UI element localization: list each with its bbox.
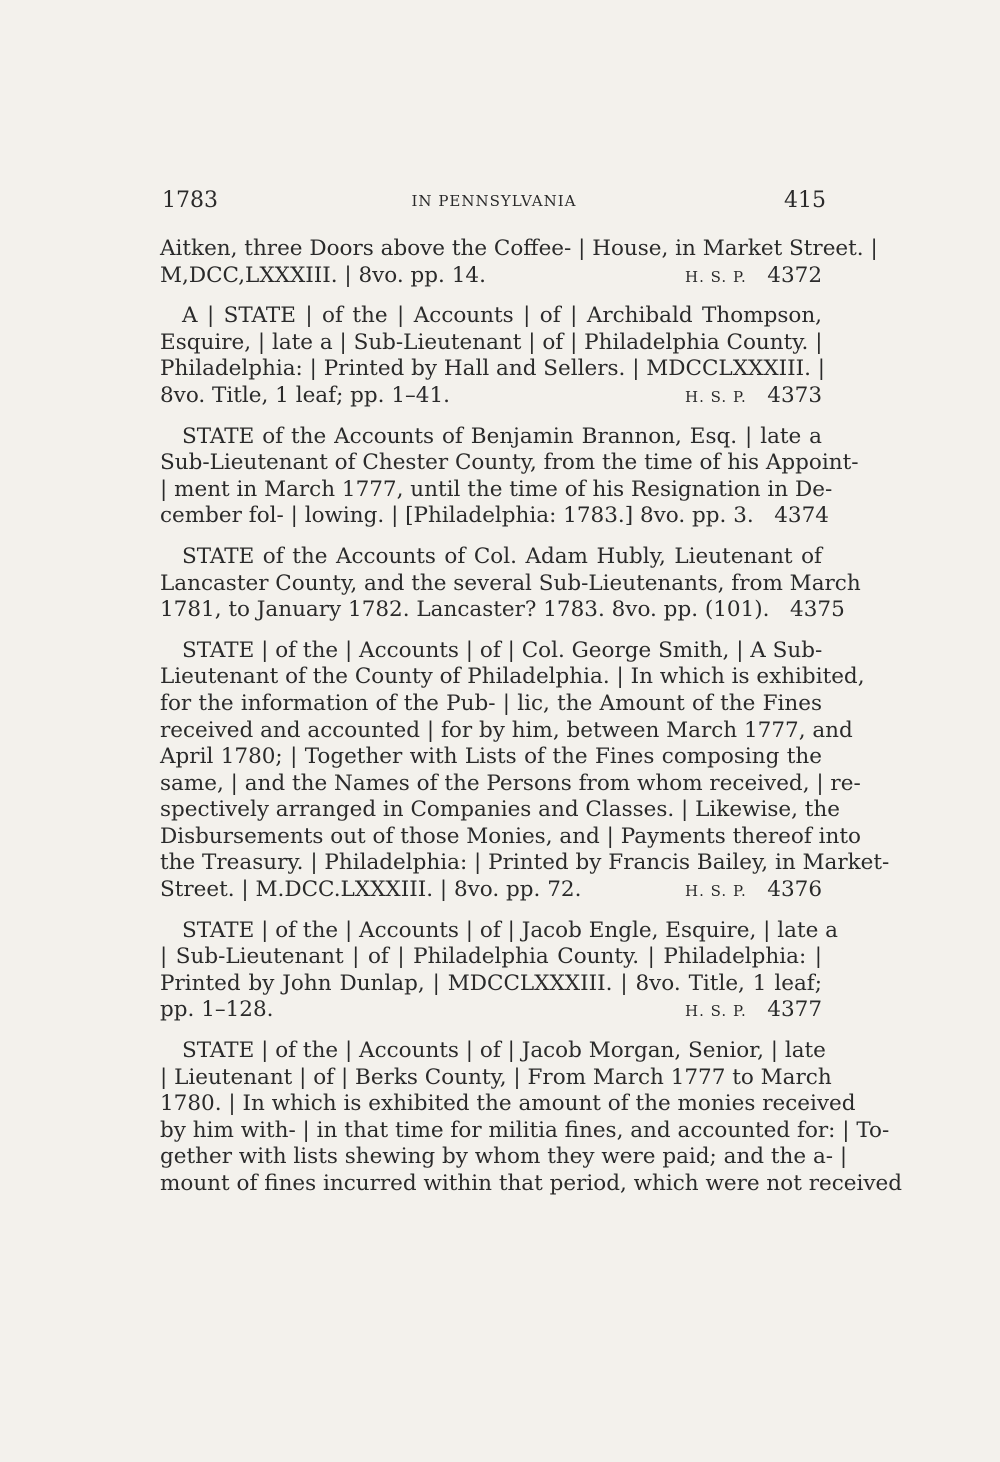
entry-line: STATE | of the | Accounts | of | Jacob Morgan, Senior, | late — [182, 1038, 826, 1064]
entry-imprint: 8vo. Title, 1 leaf; pp. 1–41. — [160, 382, 450, 408]
page-body — [160, 236, 902, 1212]
entry-line: Disbursements out of those Monies, and | Payments thereof into — [160, 823, 861, 849]
running-header — [162, 188, 826, 224]
bibliography-entry — [160, 637, 890, 904]
entry-number: 4377 — [767, 997, 822, 1023]
entry-line: mount of fines incurred within that period, which were not received — [160, 1171, 902, 1196]
entry-line: STATE | of the | Accounts | of | Col. George Smith, | A Sub- — [182, 637, 823, 663]
location-code: H. S. P. — [685, 1002, 747, 1021]
entry-line: the Treasury. | Philadelphia: | Printed by Francis Bailey, in Market- — [160, 850, 890, 876]
entry-line: spectively arranged in Companies and Classes. | Likewise, the — [160, 797, 840, 823]
entry-imprint: pp. 1–128. — [160, 997, 274, 1023]
entry-last-line — [160, 503, 829, 530]
entry-last-line — [160, 877, 822, 904]
entry-line: 1780. | In which is exhibited the amount of the monies received — [160, 1091, 856, 1117]
bibliography-entry — [160, 423, 859, 530]
entry-line: | ment in March 1777, until the time of his Resignation in De- — [160, 476, 833, 502]
entry-line: received and accounted | for by him, between March 1777, and — [160, 717, 853, 743]
entry-imprint: M,DCC,LXXXIII. | 8vo. pp. 14. — [160, 262, 486, 288]
entry-line: Lieutenant of the County of Philadelphia. | In which is exhibited, — [160, 664, 865, 690]
entry-line: Printed by John Dunlap, | MDCCLXXXIII. | 8vo. Title, 1 leaf; — [160, 970, 822, 996]
entry-line: Lancaster County, and the several Sub-Lieutenants, from March — [160, 570, 861, 596]
bibliography-entry — [160, 236, 878, 289]
entry-number: 4376 — [767, 877, 822, 903]
bibliography-entry — [160, 917, 838, 1024]
entry-number: 4373 — [767, 382, 822, 408]
entry-line: April 1780; | Together with Lists of the Fines composing the — [160, 744, 822, 770]
entry-imprint: Street. | M.DCC.LXXXIII. | 8vo. pp. 72. — [160, 877, 582, 903]
entry-line: STATE of the Accounts of Benjamin Brannon, Esq. | late a — [182, 423, 822, 449]
entry-line: Esquire, | late a | Sub-Lieutenant | of | Philadelphia County. | — [160, 329, 823, 355]
entry-last-line — [160, 263, 822, 290]
entry-line: gether with lists shewing by whom they were paid; and the a- | — [160, 1144, 848, 1170]
bibliography-entry — [160, 543, 861, 624]
entry-line: by him with- | in that time for militia fines, and accounted for: | To- — [160, 1117, 890, 1143]
header-year: 1783 — [162, 188, 218, 213]
bibliography-entry — [160, 303, 826, 409]
location-code: H. S. P. — [685, 387, 747, 406]
entry-number: 4374 — [774, 503, 829, 529]
bibliography-entry — [160, 1038, 902, 1198]
entry-line: A | STATE | of the | Accounts | of | Archibald Thompson, — [182, 303, 822, 329]
entry-last-line — [160, 997, 822, 1024]
entry-line: Philadelphia: | Printed by Hall and Sellers. | MDCCLXXXIII. | — [160, 356, 826, 382]
running-title: IN PENNSYLVANIA — [411, 192, 577, 210]
entry-imprint: cember fol- | lowing. | [Philadelphia: 1783.] 8vo. pp. 3. — [160, 503, 754, 529]
location-code: H. S. P. — [685, 882, 747, 901]
page-number: 415 — [784, 188, 826, 213]
entry-line: STATE | of the | Accounts | of | Jacob Engle, Esquire, | late a — [182, 917, 838, 943]
entry-line: same, | and the Names of the Persons from whom received, | re- — [160, 770, 861, 796]
location-code: H. S. P. — [685, 267, 747, 286]
entry-number: 4375 — [790, 597, 845, 623]
entry-line: Sub-Lieutenant of Chester County, from the time of his Appoint- — [160, 450, 859, 476]
entry-line: for the information of the Pub- | lic, the Amount of the Fines — [160, 690, 822, 716]
entry-imprint: 1781, to January 1782. Lancaster? 1783. 8vo. pp. (101). — [160, 597, 770, 623]
entry-line: | Lieutenant | of | Berks County, | From March 1777 to March — [160, 1064, 832, 1090]
entry-number: 4372 — [767, 262, 822, 288]
entry-last-line — [160, 383, 822, 410]
entry-line: STATE of the Accounts of Col. Adam Hubly, Lieutenant of — [182, 543, 822, 569]
entry-line: | Sub-Lieutenant | of | Philadelphia County. | Philadelphia: | — [160, 944, 822, 970]
entry-line: Aitken, three Doors above the Coffee- | House, in Market Street. | — [160, 236, 878, 261]
entry-last-line — [160, 597, 845, 624]
